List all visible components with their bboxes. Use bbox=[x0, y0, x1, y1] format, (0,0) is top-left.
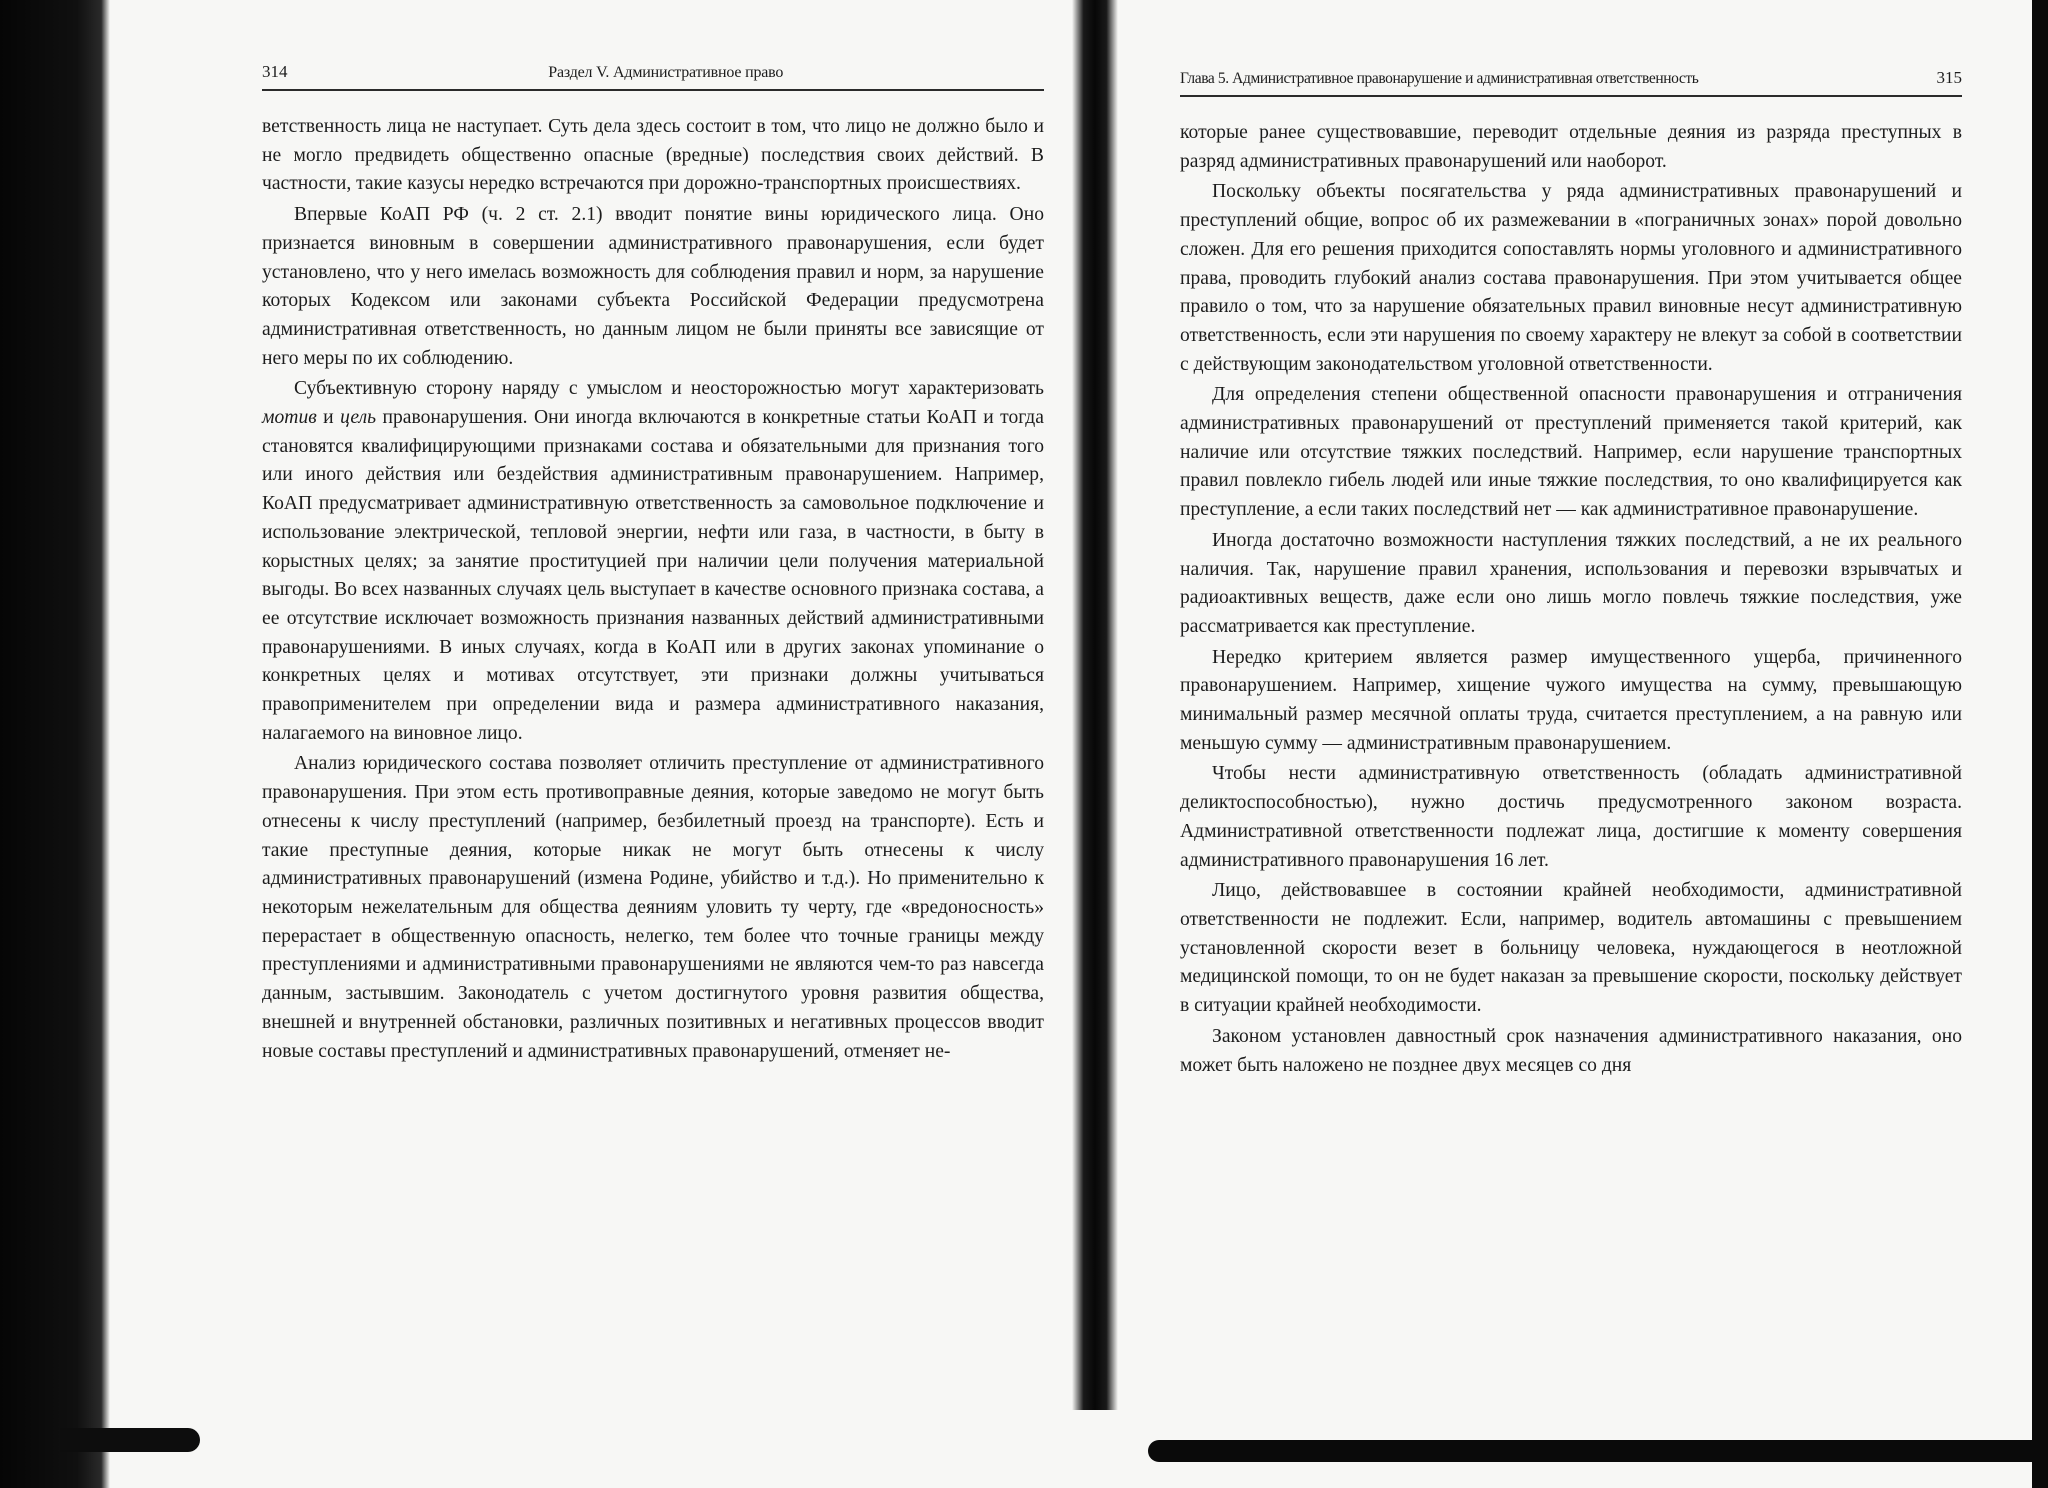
right-paragraph-2: Поскольку объекты посягательства у ряда административных правонарушений и преступлений общие, вопрос об их размежевании в «пограничных зонах» порой довольно сложен. Для его решения приходится сопоставлять нормы уголовного и административного права, проводить глубокий анализ состава правонарушения. При этом учитывается общее правило о том, что за нарушение обязательных правил виновные несут административную ответственность, если эти нарушения по своему характеру не влекут за собой в соответствии с действующим законодательством уголовной ответственности. bbox=[1180, 181, 1962, 375]
right-paragraph-3: Для определения степени общественной опасности правонарушения и отграничения административных правонарушений от преступлений применяется такой критерий, как наличие или отсутствие тяжких последствий. Например, если нарушение транспортных правил повлекло гибель людей или иные тяжкие последствия, то оно квалифицируется как преступление, а если таких последствий нет — как административное правонарушение. bbox=[1180, 384, 1962, 521]
left-paragraph-3-conj: и bbox=[316, 407, 341, 429]
right-running-title: Глава 5. Административное правонарушение и административная ответственность bbox=[1180, 70, 1699, 87]
right-paragraph-8: Законом установлен давностный срок назначения административного наказания, оно может быть наложено не позднее двух месяцев со дня bbox=[1180, 1025, 1962, 1076]
right-running-head bbox=[1180, 68, 1962, 97]
left-running-head bbox=[262, 62, 1044, 91]
right-paragraph-4: Иногда достаточно возможности наступления тяжких последствий, а не их реального наличия. Так, нарушение правил хранения, использования и перевозки взрывчатых и радиоактивных веществ, даже если оно лишь могло повлечь тяжкие последствия, уже рассматривается как преступление. bbox=[1180, 529, 1962, 637]
emphasis-goal: цель bbox=[340, 407, 377, 429]
right-paragraph-6: Чтобы нести административную ответственность (обладать административной деликтоспособностью), нужно достичь предусмотренного законом возраста. Административной ответственности подлежат лица, достигшие к моменту совершения административного правонарушения 16 лет. bbox=[1180, 763, 1962, 871]
right-paragraph-5: Нередко критерием является размер имущественного ущерба, причиненного правонарушением. Например, хищение чужого имущества на сумму, превышающую минимальный размер месячной оплаты труда, считается преступлением, а на равную или меньшую сумму — административным правонарушением. bbox=[1180, 646, 1962, 754]
right-page bbox=[1180, 68, 1962, 1080]
left-paragraph-3-lead: Субъективную сторону наряду с умыслом и неосторожностью могут характеризовать bbox=[294, 378, 1044, 400]
emphasis-motive: мотив bbox=[262, 407, 317, 429]
right-paragraph-7: Лицо, действовавшее в состоянии крайней необходимости, административной ответственности не подлежит. Если, например, водитель автомашины с превышением установленной скорости везет в больницу человека, нуждающегося в неотложной медицинской помощи, то он не будет наказан за превышение скорости, поскольку действует в ситуации крайней необходимости. bbox=[1180, 880, 1962, 1017]
left-paragraph-2: Впервые КоАП РФ (ч. 2 ст. 2.1) вводит понятие вины юридического лица. Оно признается виновным в совершении административного правонарушения, если будет установлено, что у него имелась возможность для соблюдения правил и норм, за нарушение которых Кодексом или законами субъекта Российской Федерации предусмотрена административная ответственность, но данным лицом не были приняты все зависящие от него меры по их соблюдению. bbox=[262, 204, 1044, 369]
left-page bbox=[262, 62, 1044, 1066]
right-page-number: 315 bbox=[1936, 68, 1962, 87]
scan-shadow-left-bottom bbox=[60, 1428, 200, 1452]
scan-shadow-right bbox=[2032, 0, 2048, 1488]
left-paragraph-1: ветственность лица не наступает. Суть дела здесь состоит в том, что лицо не должно было и не могло предвидеть общественно опасные (вредные) последствия своих действий. В частности, такие казусы нередко встречаются при дорожно-транспортных происшествиях. bbox=[262, 116, 1044, 195]
right-paragraph-1: которые ранее существовавшие, переводит отдельные деяния из разряда преступных в разряд административных правонарушений или наоборот. bbox=[1180, 122, 1962, 172]
book-spine-shadow bbox=[1072, 0, 1118, 1410]
left-paragraph-3 bbox=[262, 375, 1044, 748]
scan-shadow-bottom bbox=[1148, 1440, 2048, 1462]
left-paragraph-3-rest: правонарушения. Они иногда включаются в конкретные статьи КоАП и тогда становятся квалифицирующими признаками состава и обязательными для признания того или иного действия или бездействия административным правонарушением. Например, КоАП предусматривает административную ответственность за самовольное подключение и использование электрической, тепловой энергии, нефти или газа, в частности, в быту в корыстных целях; за занятие проституцией при наличии цели получения материальной выгоды. Во всех названных случаях цель выступает в качестве основного признака состава, а ее отсутствие исключает возможность признания названных действий административными правонарушениями. В иных случаях, когда в КоАП или в других законах упоминание о конкретных целях и мотивах отсутствует, эти признаки должны учитываться правоприменителем при определении вида и размера административного наказания, налагаемого на виновное лицо. bbox=[262, 407, 1044, 744]
left-page-number: 314 bbox=[262, 62, 288, 81]
left-paragraph-4: Анализ юридического состава позволяет отличить преступление от административного правонарушения. При этом есть противоправные деяния, которые заведомо не могут быть отнесены к числу преступлений (например, безбилетный проезд на транспорте). Есть и такие преступные деяния, которые никак не могут быть отнесены к числу административных правонарушений (измена Родине, убийство и т.д.). Но применительно к некоторым нежелательным для общества деяниям уловить ту черту, где «вредоносность» перерастает в общественную опасность, нелегко, тем более что точные границы между преступлениями и административными правонарушениями не являются чем-то раз навсегда данным, застывшим. Законодатель с учетом достигнутого уровня развития общества, внешней и внутренней обстановки, различных позитивных и негативных процессов вводит новые составы преступлений и административных правонарушений, отменяет не- bbox=[262, 753, 1044, 1062]
scan-shadow-left bbox=[0, 0, 110, 1488]
left-running-title: Раздел V. Административное право bbox=[548, 64, 784, 81]
